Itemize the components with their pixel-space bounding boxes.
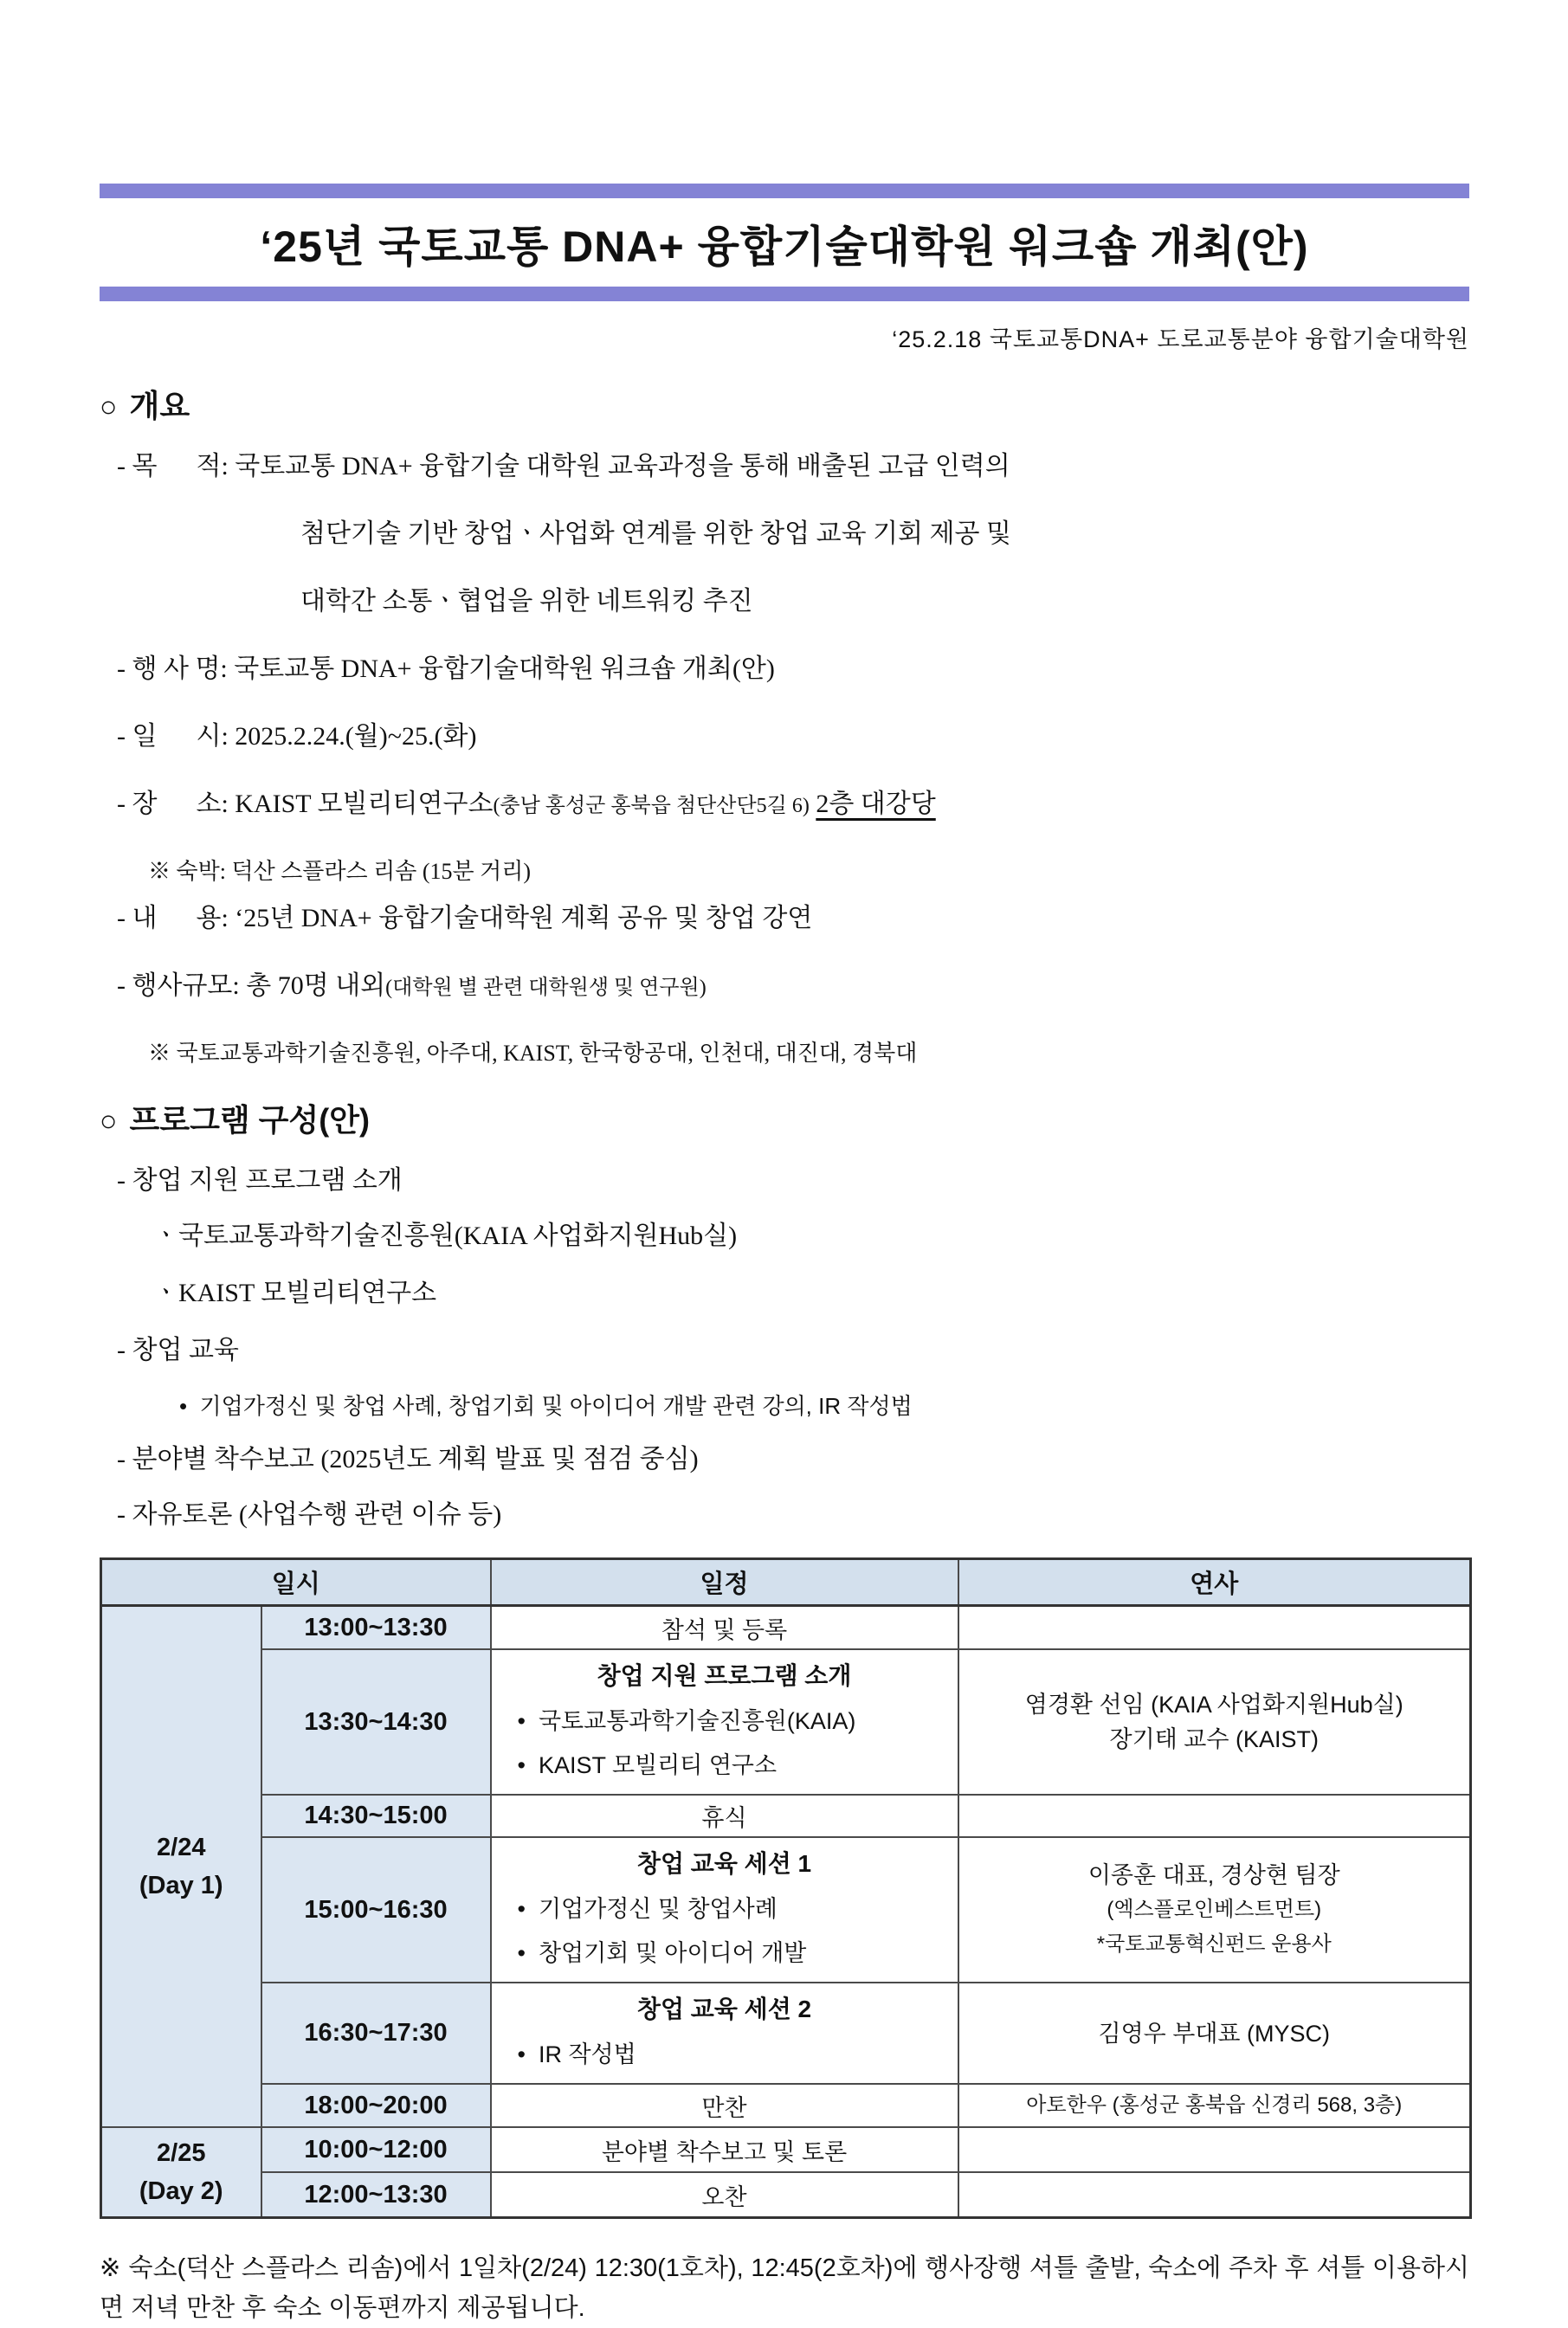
list-item (100, 1334, 1469, 1367)
schedule-line: 창업 교육 세션 1 (636, 1850, 812, 1877)
schedule-cell (491, 2172, 958, 2218)
list-item (100, 720, 1469, 753)
day-cell (101, 1606, 261, 2128)
time-cell: 13:30~14:30 (261, 1649, 491, 1795)
list-item (100, 1277, 1469, 1310)
text-segment: • 기업가정신 및 창업 사례, 창업기회 및 아이디어 개발 관련 강의, IR 작성법 (179, 1393, 913, 1419)
title-bottom-bar (100, 287, 1469, 301)
speaker-cell (958, 2084, 1471, 2127)
col-header-datetime: 일시 (101, 1559, 491, 1606)
program-item-list (100, 1164, 1469, 1532)
speaker-cell (958, 1649, 1471, 1795)
title-band (100, 184, 1469, 301)
table-header-row (101, 1559, 1471, 1606)
footer-note: ※ 숙소(덕산 스플라스 리솜)에서 1일차(2/24) 12:30(1호차), 12:45(2호차)에 행사장행 셔틀 출발, 숙소에 주차 후 셔틀 이용하시면 저녁 만찬 후 숙소 이동편까지 제공됩니다. (100, 2254, 1469, 2322)
schedule-line: 만찬 (701, 2094, 747, 2121)
day-line: (Day 1) (139, 1872, 223, 1899)
table-row (101, 2172, 1471, 2218)
section-title: 개요 (129, 388, 190, 423)
list-item (100, 1220, 1469, 1253)
circle-marker: ○ (100, 1105, 118, 1138)
schedule-line: 창업 교육 세션 2 (636, 1996, 812, 2022)
list-item (100, 585, 1469, 618)
speaker-line: 이종훈 대표, 경상현 팀장 (1087, 1862, 1340, 1888)
section-heading (100, 382, 1469, 426)
text-segment: - 행사규모: 총 70명 내외 (117, 971, 386, 1000)
table-row (101, 1649, 1471, 1795)
list-item (100, 653, 1469, 686)
text-segment: - 행 사 명: 국토교통 DNA+ 융합기술대학원 워크숍 개최(안) (117, 655, 775, 683)
document-content (100, 0, 1469, 2328)
text-segment: - 자유토론 (사업수행 관련 이슈 등) (117, 1500, 502, 1529)
schedule-line: 창업 지원 프로그램 소개 (597, 1662, 852, 1689)
list-item (100, 1499, 1469, 1532)
speaker-line: (엑스플로인베스트먼트) (1107, 1898, 1322, 1921)
schedule-cell (491, 2084, 958, 2127)
speaker-cell (958, 1606, 1471, 1650)
speaker-cell (958, 1795, 1471, 1837)
table-row (101, 1795, 1471, 1837)
schedule-line: • KAIST 모빌리티 연구소 (517, 1752, 778, 1778)
speaker-line: 장기태 교수 (KAIST) (1109, 1726, 1319, 1752)
section-heading (100, 1096, 1469, 1140)
text-segment: - 분야별 착수보고 (2025년도 계획 발표 및 점검 중심) (117, 1445, 699, 1474)
section-overview (100, 382, 1469, 1068)
schedule-cell (491, 1837, 958, 1983)
speaker-line: 아토한우 (홍성군 홍북읍 신경리 568, 3층) (1026, 2093, 1403, 2117)
text-segment: (충남 홍성군 홍북읍 첨단산단5길 6) (493, 795, 810, 817)
schedule-line: 분야별 착수보고 및 토론 (601, 2138, 848, 2165)
day-line: 2/25 (157, 2139, 206, 2167)
page-title: ‘25년 국토교통 DNA+ 융합기술대학원 워크숍 개최(안) (260, 222, 1309, 271)
list-item (100, 1164, 1469, 1197)
list-item (100, 970, 1469, 1004)
table-row (101, 1606, 1471, 1650)
text-segment: - 창업 지원 프로그램 소개 (117, 1166, 403, 1195)
text-segment: 첨단기술 기반 창업ㆍ사업화 연계를 위한 창업 교육 기회 제공 및 (300, 519, 1011, 548)
time-cell: 10:00~12:00 (261, 2127, 491, 2172)
text-segment: ※ 국토교통과학기술진흥원, 아주대, KAIST, 한국항공대, 인천대, 대진대, 경북대 (148, 1041, 918, 1066)
title-top-bar (100, 184, 1469, 198)
table-row (101, 2084, 1471, 2127)
time-cell: 15:00~16:30 (261, 1837, 491, 1983)
schedule-line: 참석 및 등록 (661, 1616, 788, 1643)
list-item (100, 1443, 1469, 1476)
list-item (100, 902, 1469, 935)
text-segment: (대학원 별 관련 대학원생 및 연구원) (385, 977, 707, 999)
speaker-line: 염경환 선임 (KAIA 사업화지원Hub실) (1024, 1692, 1403, 1718)
text-segment: ㆍKAIST 모빌리티연구소 (153, 1279, 437, 1307)
schedule-line: • IR 작성법 (517, 2041, 636, 2067)
text-segment: ㆍ국토교통과학기술진흥원(KAIA 사업화지원Hub실) (153, 1222, 738, 1250)
text-segment: - 내 용: ‘25년 DNA+ 융합기술대학원 계획 공유 및 창업 강연 (117, 904, 813, 932)
text-segment: - 일 시: 2025.2.24.(월)~25.(화) (117, 722, 477, 751)
schedule-line: • 기업가정신 및 창업사례 (517, 1896, 778, 1922)
col-header-schedule: 일정 (491, 1559, 958, 1606)
speaker-cell (958, 2172, 1471, 2218)
schedule-cell (491, 1795, 958, 1837)
byline: ‘25.2.18 국토교통DNA+ 도로교통분야 융합기술대학원 (892, 326, 1469, 352)
table-row (101, 2127, 1471, 2172)
table-row (101, 1983, 1471, 2084)
circle-marker: ○ (100, 390, 118, 423)
table-head (101, 1559, 1471, 1606)
speaker-cell (958, 1983, 1471, 2084)
schedule-line: 휴식 (701, 1805, 747, 1831)
col-header-speaker: 연사 (958, 1559, 1471, 1606)
schedule-table (100, 1557, 1472, 2219)
time-cell: 16:30~17:30 (261, 1983, 491, 2084)
time-cell: 13:00~13:30 (261, 1606, 491, 1650)
speaker-line: 김영우 부대표 (MYSC) (1098, 2020, 1330, 2047)
text-segment: 2층 대강당 (816, 790, 936, 818)
list-item (100, 518, 1469, 551)
schedule-line: 오찬 (701, 2183, 747, 2210)
day-cell (101, 2127, 261, 2218)
table-row (101, 1837, 1471, 1983)
table-body (101, 1606, 1471, 2218)
text-segment: - 창업 교육 (117, 1336, 239, 1364)
list-item (100, 788, 1469, 822)
schedule-cell (491, 2127, 958, 2172)
text-segment: ※ 숙박: 덕산 스플라스 리솜 (15분 거리) (148, 859, 532, 884)
list-item (100, 857, 1469, 887)
list-item (100, 1039, 1469, 1068)
time-cell: 12:00~13:30 (261, 2172, 491, 2218)
overview-item-list (100, 450, 1469, 1068)
section-title: 프로그램 구성(안) (129, 1102, 370, 1138)
time-cell: 18:00~20:00 (261, 2084, 491, 2127)
time-cell: 14:30~15:00 (261, 1795, 491, 1837)
text-segment: 대학간 소통ㆍ협업을 위한 네트워킹 추진 (300, 587, 753, 616)
schedule-cell (491, 1606, 958, 1650)
schedule-line: • 국토교통과학기술진흥원(KAIA) (517, 1708, 856, 1734)
speaker-cell (958, 2127, 1471, 2172)
day-line: (Day 2) (139, 2177, 223, 2205)
schedule-cell (491, 1983, 958, 2084)
list-item (100, 1390, 1469, 1422)
schedule-line: • 창업기회 및 아이디어 개발 (517, 1940, 807, 1966)
section-program (100, 1096, 1469, 1532)
speaker-cell (958, 1837, 1471, 1983)
day-line: 2/24 (157, 1834, 206, 1861)
text-segment: - 목 적: 국토교통 DNA+ 융합기술 대학원 교육과정을 통해 배출된 고급 인력의 (117, 452, 1010, 480)
speaker-line: *국토교통혁신펀드 운용사 (1096, 1932, 1332, 1956)
schedule-cell (491, 1649, 958, 1795)
list-item (100, 450, 1469, 483)
text-segment: - 장 소: KAIST 모빌리티연구소 (117, 790, 494, 818)
